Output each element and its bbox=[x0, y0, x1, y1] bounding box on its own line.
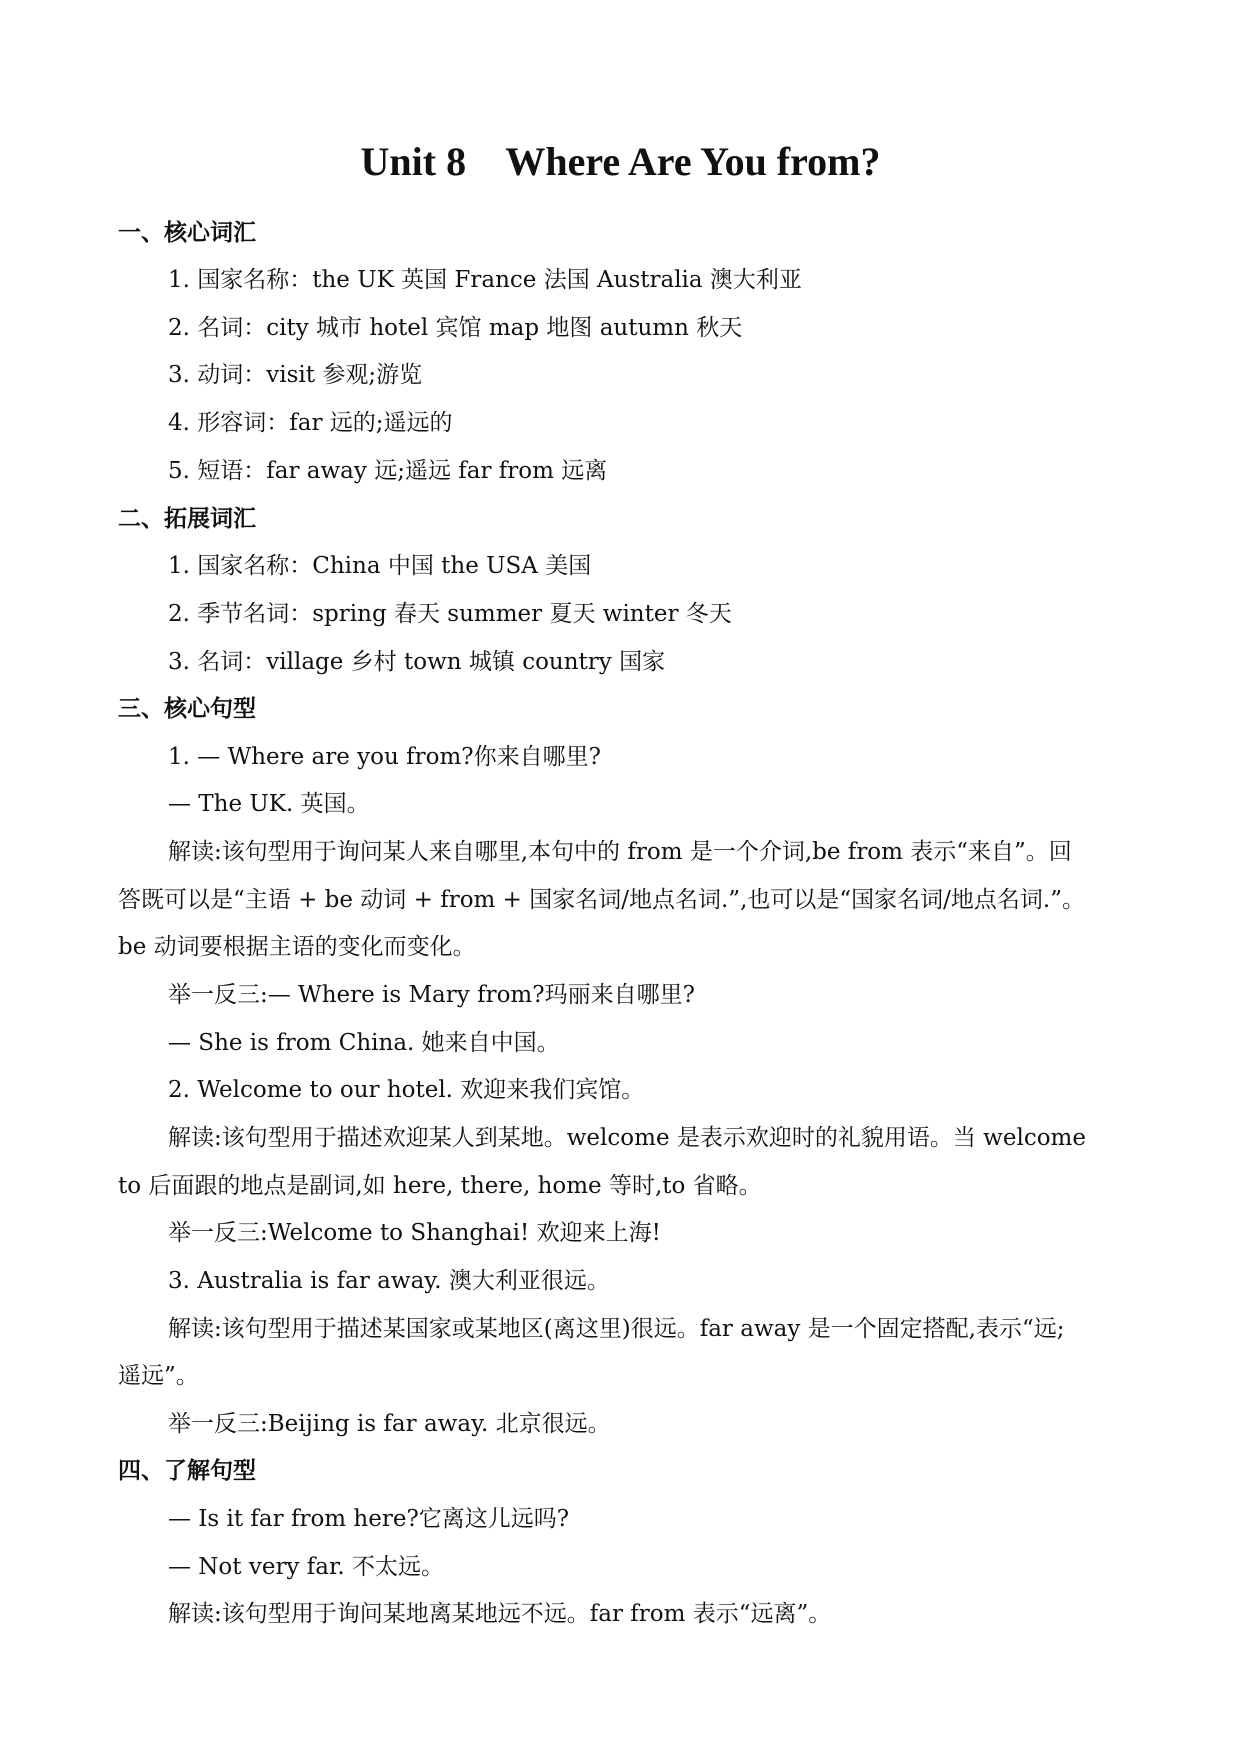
section-heading: 三、核心句型 bbox=[118, 696, 256, 722]
sentence-line: — Is it far from here?它离这儿远吗? bbox=[168, 1506, 570, 1532]
explanation-line: 遥远”。 bbox=[118, 1363, 199, 1389]
vocab-line: 1. 国家名称：the UK 英国 France 法国 Australia 澳大利亚 bbox=[168, 267, 802, 293]
example-line: 举一反三:— Where is Mary from?玛丽来自哪里? bbox=[168, 982, 695, 1008]
section-heading: 二、拓展词汇 bbox=[118, 506, 256, 532]
sentence-line: 2. Welcome to our hotel. 欢迎来我们宾馆。 bbox=[168, 1077, 645, 1103]
sentence-line: — The UK. 英国。 bbox=[168, 791, 370, 817]
explanation-line: 解读:该句型用于询问某人来自哪里,本句中的 from 是一个介词,be from 表示“来自”。回 bbox=[168, 839, 1072, 865]
vocab-line: 3. 动词：visit 参观;游览 bbox=[168, 362, 423, 388]
vocab-line: 2. 季节名词：spring 春天 summer 夏天 winter 冬天 bbox=[168, 601, 732, 627]
vocab-line: 5. 短语：far away 远;遥远 far from 远离 bbox=[168, 458, 608, 484]
section-heading: 一、核心词汇 bbox=[118, 220, 256, 246]
sentence-line: 3. Australia is far away. 澳大利亚很远。 bbox=[168, 1268, 610, 1294]
example-line: 举一反三:Beijing is far away. 北京很远。 bbox=[168, 1411, 611, 1437]
example-line: 举一反三:Welcome to Shanghai! 欢迎来上海! bbox=[168, 1220, 661, 1246]
sentence-line: 1. — Where are you from?你来自哪里? bbox=[168, 744, 601, 770]
section-heading: 四、了解句型 bbox=[118, 1458, 256, 1484]
explanation-line: 解读:该句型用于描述欢迎某人到某地。welcome 是表示欢迎时的礼貌用语。当 welcome bbox=[168, 1125, 1086, 1151]
vocab-line: 1. 国家名称：China 中国 the USA 美国 bbox=[168, 553, 592, 579]
sentence-line: — Not very far. 不太远。 bbox=[168, 1554, 445, 1580]
explanation-line: to 后面跟的地点是副词,如 here, there, home 等时,to 省略。 bbox=[118, 1173, 762, 1199]
page-title: Unit 8 Where Are You from? bbox=[360, 139, 881, 184]
explanation-line: 答既可以是“主语 + be 动词 + from + 国家名词/地点名词.”,也可以是“国家名词/地点名词.”。 bbox=[118, 887, 1085, 913]
explanation-line: be 动词要根据主语的变化而变化。 bbox=[118, 934, 476, 960]
example-line: — She is from China. 她来自中国。 bbox=[168, 1030, 560, 1056]
explanation-line: 解读:该句型用于描述某国家或某地区(离这里)很远。far away 是一个固定搭配,表示“远; bbox=[168, 1316, 1065, 1342]
explanation-line: 解读:该句型用于询问某地离某地远不远。far from 表示“远离”。 bbox=[168, 1601, 832, 1627]
vocab-line: 3. 名词：village 乡村 town 城镇 country 国家 bbox=[168, 649, 666, 675]
vocab-line: 4. 形容词：far 远的;遥远的 bbox=[168, 410, 453, 436]
vocab-line: 2. 名词：city 城市 hotel 宾馆 map 地图 autumn 秋天 bbox=[168, 315, 743, 341]
